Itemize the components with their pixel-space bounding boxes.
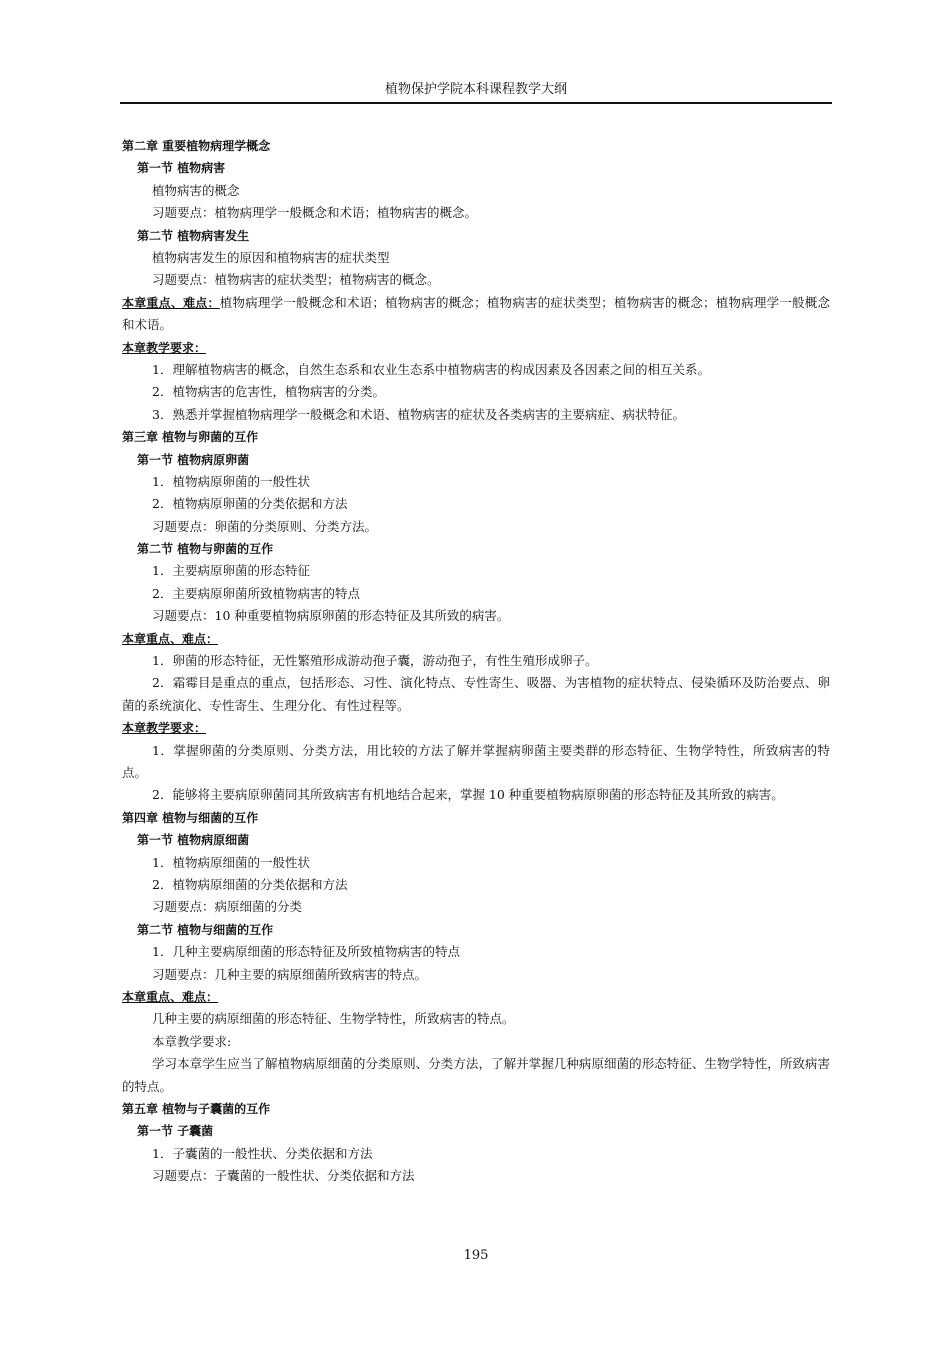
ch2-s2-line-1: 植物病害发生的原因和植物病害的症状类型 <box>152 249 390 265</box>
ch2-section-1-title: 第一节 植物病害 <box>137 161 226 176</box>
ch3-s2-line-1: 1．主要病原卵菌的形态特征 <box>152 563 310 579</box>
ch4-section-1-title: 第一节 植物病原细菌 <box>137 833 250 848</box>
ch4-s2-exercise-points: 习题要点：几种主要的病原细菌所致病害的特点。 <box>152 966 428 982</box>
ch5-s1-line-1: 1．子囊菌的一般性状、分类依据和方法 <box>152 1145 373 1161</box>
chapter-5-title: 第五章 植物与子囊菌的互作 <box>122 1101 271 1116</box>
ch4-s2-line-1: 1．几种主要病原细菌的形态特征及所致植物病害的特点 <box>152 944 460 960</box>
ch4-s1-line-1: 1．植物病原细菌的一般性状 <box>152 854 310 870</box>
header-rule <box>120 102 832 104</box>
ch5-section-1-title: 第一节 子囊菌 <box>137 1124 214 1139</box>
ch4-s1-exercise-points: 习题要点：病原细菌的分类 <box>152 899 303 915</box>
document-body <box>122 135 830 1188</box>
ch3-requirement-2: 2．能够将主要病原卵菌同其所致病害有机地结合起来，掌握 10 种重要植物病原卵菌的形态特征及其所致的病害。 <box>152 787 784 803</box>
ch3-key-point-1: 1．卵菌的形态特征，无性繁殖形成游动孢子囊，游动孢子，有性生殖形成卵子。 <box>152 653 598 669</box>
chapter-2-title: 第二章 重要植物病理学概念 <box>122 139 271 153</box>
ch3-requirements-label: 本章教学要求： <box>122 721 207 736</box>
chapter-4-title: 第四章 植物与细菌的互作 <box>122 810 259 825</box>
ch2-requirement-2: 2．植物病害的危害性，植物病害的分类。 <box>152 384 385 400</box>
ch3-section-2-title: 第二节 植物与卵菌的互作 <box>137 542 274 557</box>
ch4-key-point-1: 几种主要的病原细菌的形态特征、生物学特性，所致病害的特点。 <box>152 1011 515 1027</box>
ch4-section-2-title: 第二节 植物与细菌的互作 <box>137 922 274 937</box>
ch2-requirement-1: 1．理解植物病害的概念，自然生态系和农业生态系中植物病害的构成因素及各因素之间的相互关系。 <box>152 361 710 377</box>
ch3-s1-exercise-points: 习题要点：卵菌的分类原则、分类方法。 <box>152 518 378 534</box>
ch5-s1-exercise-points: 习题要点：子囊菌的一般性状、分类依据和方法 <box>152 1168 415 1184</box>
ch4-requirement-1: 学习本章学生应当了解植物病原细菌的分类原则、分类方法，了解并掌握几种病原细菌的形态特征、生物学特性，所致病害的特点。 <box>122 1056 830 1094</box>
ch3-key-points-label: 本章重点、难点： <box>122 631 219 646</box>
ch2-key-points-text: 植物病理学一般概念和术语；植物病害的概念；植物病害的症状类型；植物病害的概念；植物病理学一般概念和术语。 <box>122 294 830 333</box>
page-number: 195 <box>463 1248 489 1263</box>
ch2-section-2-title: 第二节 植物病害发生 <box>137 228 250 243</box>
ch3-s1-line-2: 2．植物病原卵菌的分类依据和方法 <box>152 496 348 512</box>
ch2-s1-exercise-points: 习题要点：植物病理学一般概念和术语；植物病害的概念。 <box>152 205 478 221</box>
ch2-requirement-3: 3．熟悉并掌握植物病理学一般概念和术语、植物病害的症状及各类病害的主要病症、病状特征。 <box>152 406 685 422</box>
ch2-requirements-label: 本章教学要求： <box>122 340 207 355</box>
ch4-requirements-label: 本章教学要求: <box>152 1033 232 1049</box>
ch4-s1-line-2: 2．植物病原细菌的分类依据和方法 <box>152 877 348 892</box>
ch3-s2-exercise-points: 习题要点：10 种重要植物病原卵菌的形态特征及其所致的病害。 <box>152 608 510 624</box>
ch4-key-points-label: 本章重点、难点： <box>122 989 219 1004</box>
ch2-s2-exercise-points: 习题要点：植物病害的症状类型；植物病害的概念。 <box>152 272 440 288</box>
ch3-requirement-1: 1．掌握卵菌的分类原则、分类方法，用比较的方法了解并掌握病卵菌主要类群的形态特征、生物学特性，所致病害的特点。 <box>122 742 830 781</box>
ch3-section-1-title: 第一节 植物病原卵菌 <box>137 452 250 467</box>
chapter-3-title: 第三章 植物与卵菌的互作 <box>122 430 259 445</box>
running-header: 植物保护学院本科课程教学大纲 <box>384 82 567 97</box>
ch2-s1-line-1: 植物病害的概念 <box>152 182 240 198</box>
ch3-key-point-2: 2．霜霉目是重点的重点，包括形态、习性、演化特点、专性寄生、吸器、为害植物的症状特点、侵染循环及防治要点、卵菌的系统演化、专性寄生、生理分化、有性过程等。 <box>122 675 830 713</box>
ch2-key-points-paragraph <box>122 292 830 337</box>
ch3-s2-line-2: 2．主要病原卵菌所致植物病害的特点 <box>152 585 360 601</box>
ch2-key-points-label: 本章重点、难点： <box>122 295 220 310</box>
ch3-s1-line-1: 1．植物病原卵菌的一般性状 <box>152 473 310 489</box>
